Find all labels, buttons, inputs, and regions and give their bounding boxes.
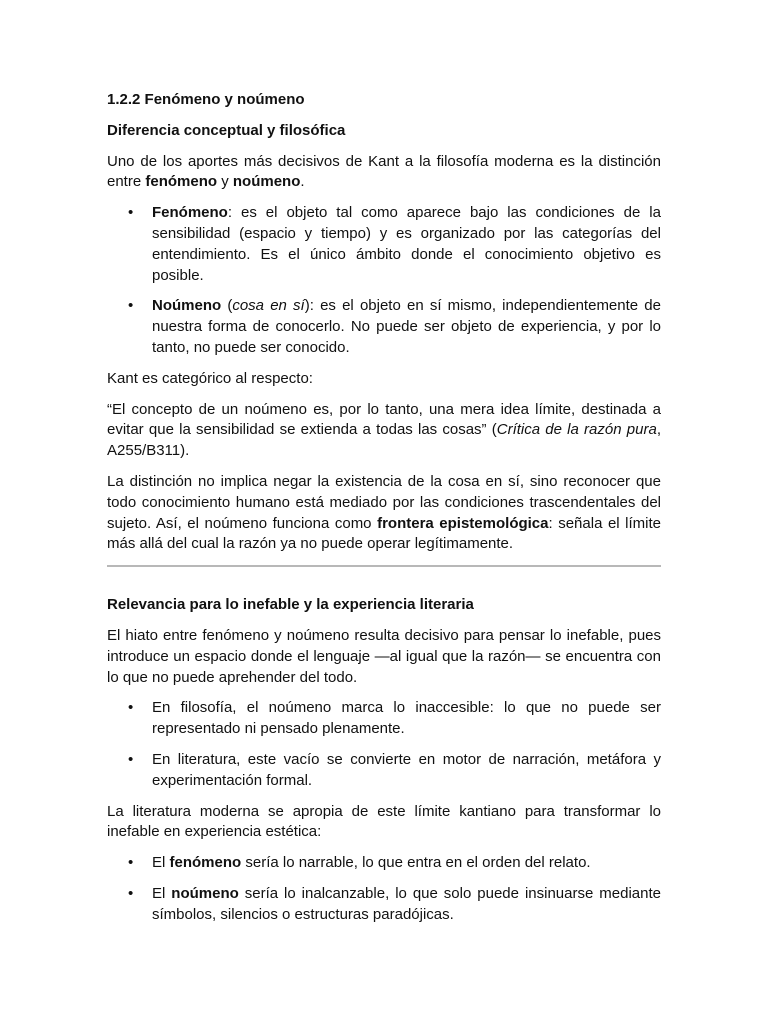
- item-prefix: El: [152, 854, 170, 872]
- intro-term-noumenon: noúmeno: [232, 173, 301, 191]
- definition-term: Noúmeno: [152, 297, 222, 315]
- item-prefix: El: [152, 884, 172, 902]
- item-bold: noúmeno: [171, 884, 239, 902]
- item-bold: fenómeno: [169, 854, 242, 872]
- relevance-list: [107, 698, 661, 791]
- list-item: [107, 853, 661, 874]
- list-item: • En literatura, este vacío se convierte en motor de narración, metáfora y experimentación formal.: [107, 750, 661, 792]
- relevance-intro: El hiato entre fenómeno y noúmeno resulta decisivo para pensar lo inefable, pues introduce un espacio donde el lenguaje —al igual que la razón— se encuentra con lo que no puede aprehender del todo.: [107, 626, 661, 686]
- item-text: sería lo inalcanzable, lo que solo puede insinuarse mediante símbolos, silencios o estructuras paradójicas.: [152, 884, 661, 923]
- distinction-text-after: : señala el límite más allá del cual la razón ya no puede operar legítimamente.: [107, 514, 662, 553]
- document-page: [107, 90, 661, 936]
- kant-intro: Kant es categórico al respecto:: [107, 369, 313, 387]
- intro-text: Uno de los aportes más decisivos de Kant a la filosofía moderna es la distinción entre: [107, 152, 661, 191]
- definitions-list: [107, 203, 661, 359]
- section-title: 1.2.2 Fenómeno y noúmeno: [107, 91, 305, 108]
- quote-work: Crítica de la razón pura: [496, 421, 657, 439]
- definition-paren-open: (: [221, 297, 233, 315]
- definition-italic: cosa en sí: [232, 297, 305, 315]
- horizontal-divider: [107, 565, 661, 567]
- intro-term-phenomenon: fenómeno: [145, 173, 218, 191]
- list-item: [107, 203, 661, 286]
- distinction-paragraph: [107, 472, 661, 555]
- definition-term: Fenómeno: [152, 204, 228, 222]
- literature-list: [107, 853, 661, 925]
- list-item: [107, 296, 661, 358]
- definition-text: : es el objeto en sí mismo, independientemente de nuestra forma de conocerlo. No puede ser objeto de experiencia, y por lo tanto, no puede ser conocido.: [152, 297, 661, 356]
- intro-paragraph: [107, 152, 661, 194]
- definition-text: : es el objeto tal como aparece bajo las condiciones de la sensibilidad (espacio y tiempo) y es organizado por las categorías del entendimiento. Es el único ámbito donde el conocimiento objetivo es posible.: [152, 204, 661, 284]
- intro-end: .: [300, 173, 305, 191]
- definition-paren-close: ): [304, 297, 310, 315]
- distinction-text: La distinción no implica negar la existencia de la cosa en sí, sino reconocer que todo conocimiento humano está mediado por las condiciones trascendentales del sujeto. Así, el noúmeno funciona como: [107, 472, 661, 532]
- intro-connector: y: [217, 173, 233, 191]
- literature-intro: La literatura moderna se apropia de este límite kantiano para transformar lo inefable en experiencia estética:: [107, 802, 661, 841]
- section-subtitle: Diferencia conceptual y filosófica: [107, 121, 346, 139]
- relevance-heading: Relevancia para lo inefable y la experiencia literaria: [107, 596, 474, 614]
- kant-quote: [107, 400, 661, 462]
- item-text: sería lo narrable, lo que entra en el orden del relato.: [241, 854, 591, 872]
- list-item: [107, 884, 661, 926]
- quote-text: “El concepto de un noúmeno es, por lo tanto, una mera idea límite, destinada a evitar que la sensibilidad se extienda a todas las cosas” (: [107, 400, 661, 439]
- distinction-bold: frontera epistemológica: [377, 514, 549, 532]
- quote-ref: , A255/B311).: [107, 421, 661, 460]
- list-item: • En filosofía, el noúmeno marca lo inaccesible: lo que no puede ser representado ni pensado plenamente.: [107, 698, 661, 740]
